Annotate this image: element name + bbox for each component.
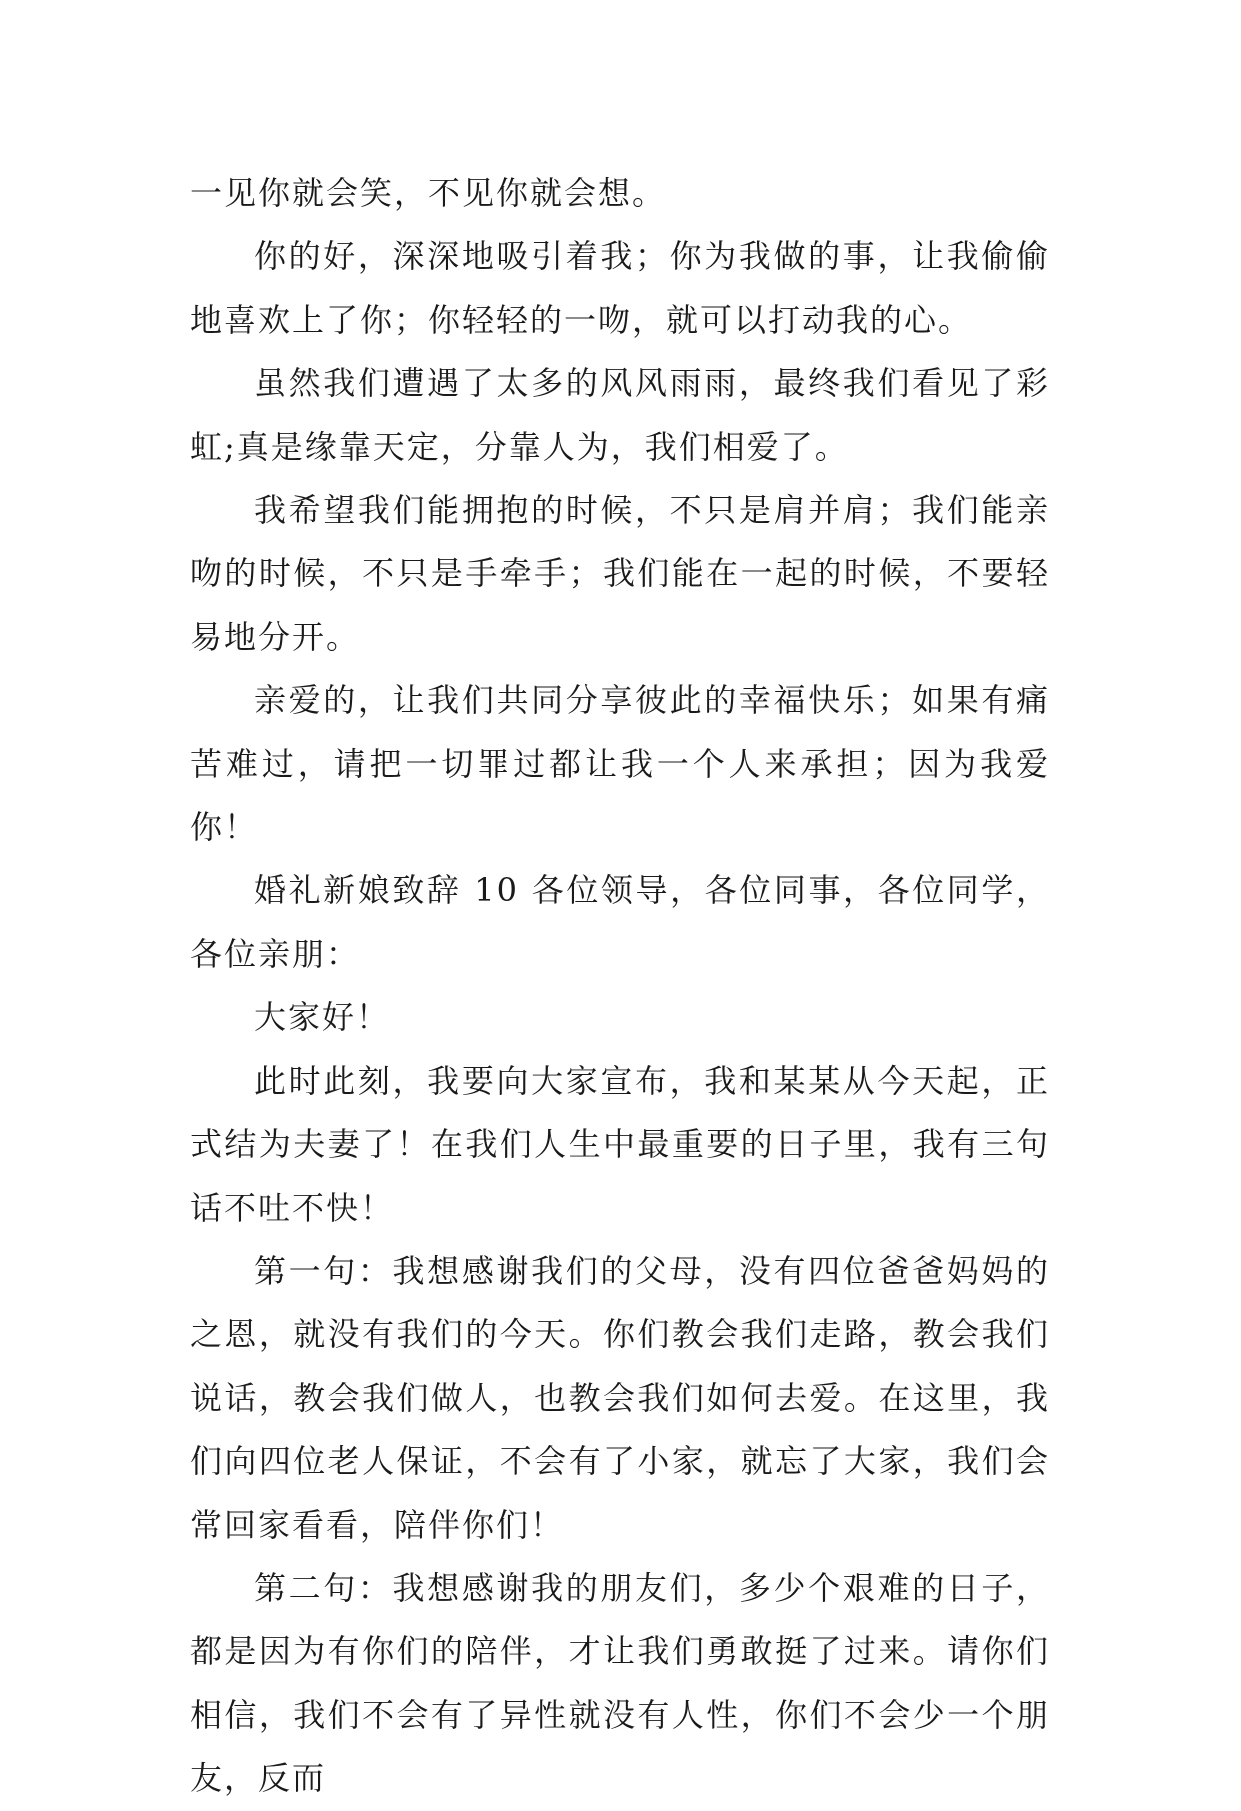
document-body: [190, 162, 1050, 1811]
paragraph: 第一句：我想感谢我们的父母，没有四位爸爸妈妈的之恩，就没有我们的今天。你们教会我们走路，教会我们说话，教会我们做人，也教会我们如何去爱。在这里，我们向四位老人保证，不会有了小家，就忘了大家，我们会常回家看看，陪伴你们！: [190, 1251, 1050, 1544]
paragraph: 婚礼新娘致辞 10 各位领导，各位同事，各位同学，各位亲朋：: [190, 871, 1050, 973]
paragraph: 第二句：我想感谢我的朋友们，多少个艰难的日子，都是因为有你们的陪伴，才让我们勇敢挺了过来。请你们相信，我们不会有了异性就没有人性，你们不会少一个朋友，反而: [190, 1568, 1050, 1798]
paragraph: 此时此刻，我要向大家宣布，我和某某从今天起，正式结为夫妻了！在我们人生中最重要的日子里，我有三句话不吐不快！: [190, 1061, 1050, 1227]
paragraph: 大家好！: [254, 998, 391, 1037]
paragraph: 亲爱的，让我们共同分享彼此的幸福快乐；如果有痛苦难过，请把一切罪过都让我一个人来承担；因为我爱你！: [190, 681, 1050, 847]
paragraph: 虽然我们遭遇了太多的风风雨雨，最终我们看见了彩虹;真是缘靠天定，分靠人为，我们相爱了。: [190, 364, 1050, 466]
paragraph: 一见你就会笑，不见你就会想。: [190, 174, 667, 212]
paragraph: 你的好，深深地吸引着我；你为我做的事，让我偷偷地喜欢上了你；你轻轻的一吻，就可以打动我的心。: [190, 237, 1050, 339]
paragraph: 我希望我们能拥抱的时候，不只是肩并肩；我们能亲吻的时候，不只是手牵手；我们能在一起的时候，不要轻易地分开。: [190, 491, 1050, 656]
